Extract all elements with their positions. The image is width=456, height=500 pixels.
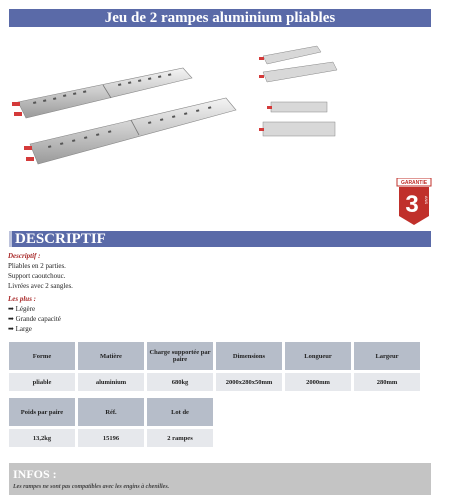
ramps-thumbnail-images bbox=[255, 40, 345, 150]
table-header-row bbox=[9, 342, 420, 370]
table-cell: 280mm bbox=[354, 373, 420, 391]
page-title: Jeu de 2 rampes aluminium pliables bbox=[9, 9, 431, 27]
plus-item: ➡ Grande capacité bbox=[8, 315, 61, 323]
table-cell: 2000x280x50mm bbox=[216, 373, 282, 391]
plus-item: ➡ Large bbox=[8, 325, 32, 333]
arrow-icon: ➡ bbox=[8, 315, 14, 323]
descriptif-line: Livrées avec 2 sangles. bbox=[8, 282, 73, 290]
guarantee-badge bbox=[396, 178, 432, 226]
table-cell: 2 rampes bbox=[147, 429, 213, 447]
table-cell: 15196 bbox=[78, 429, 144, 447]
plus-item: ➡ Légère bbox=[8, 305, 36, 313]
table-header: Longueur bbox=[285, 342, 351, 370]
ramps-product-image bbox=[8, 40, 248, 200]
descriptif-line: Pliables en 2 parties. bbox=[8, 262, 66, 270]
table-header: Forme bbox=[9, 342, 75, 370]
description-block bbox=[8, 251, 73, 334]
table-cell: aluminium bbox=[78, 373, 144, 391]
table-cell: pliable bbox=[9, 373, 75, 391]
table-header: Charge supportée par paire bbox=[147, 342, 213, 370]
table-header-row bbox=[9, 398, 213, 426]
table-row bbox=[9, 373, 420, 391]
table-header: Matière bbox=[78, 342, 144, 370]
table-header: Poids par paire bbox=[9, 398, 75, 426]
table-header: Dimensions bbox=[216, 342, 282, 370]
plus-label: Les plus : bbox=[8, 295, 36, 303]
badge-top-text: GARANTIE bbox=[400, 180, 428, 186]
specs-table-main bbox=[6, 339, 423, 394]
section-title: DESCRIPTIF bbox=[9, 231, 431, 247]
infos-title: INFOS : bbox=[13, 467, 57, 481]
badge-number: 3 bbox=[405, 191, 419, 218]
table-cell: 13,2kg bbox=[9, 429, 75, 447]
specs-table-secondary bbox=[6, 395, 216, 450]
table-cell: 2000mm bbox=[285, 373, 351, 391]
badge-side-text: ANS bbox=[424, 195, 429, 205]
table-row bbox=[9, 429, 213, 447]
arrow-icon: ➡ bbox=[8, 325, 14, 333]
infos-box bbox=[9, 463, 431, 495]
table-header: Réf. bbox=[78, 398, 144, 426]
table-header: Lot de bbox=[147, 398, 213, 426]
infos-text: Les rampes ne sont pas compatibles avec les engins à chenilles. bbox=[13, 484, 170, 490]
arrow-icon: ➡ bbox=[8, 305, 14, 313]
table-cell: 680kg bbox=[147, 373, 213, 391]
table-header: Largeur bbox=[354, 342, 420, 370]
descriptif-label: Descriptif : bbox=[8, 252, 41, 260]
descriptif-line: Support caoutchouc. bbox=[8, 272, 66, 280]
